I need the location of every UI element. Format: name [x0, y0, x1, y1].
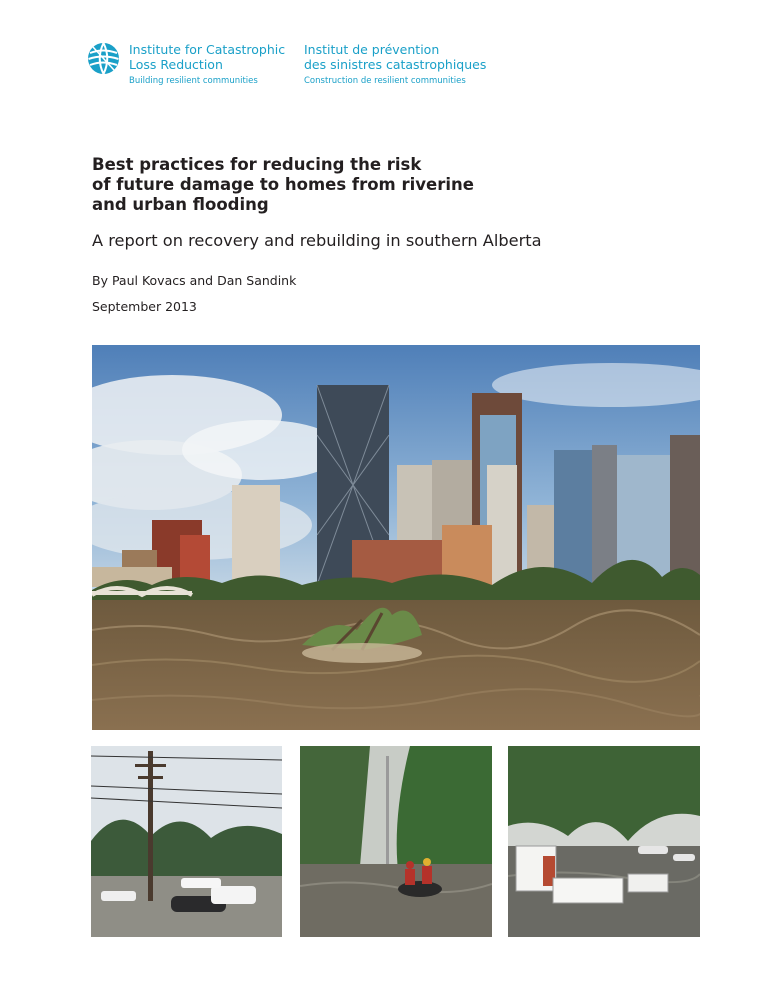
report-title-line2: of future damage to homes from riverine: [92, 175, 474, 194]
org-name-fr-line1: Institut de prévention: [304, 42, 440, 57]
report-date: September 2013: [92, 299, 197, 314]
org-tagline-en: Building resilient communities: [129, 76, 258, 86]
report-authors: By Paul Kovacs and Dan Sandink: [92, 273, 297, 288]
flooded-street-cars-photo: [91, 746, 282, 937]
report-title: [92, 155, 552, 215]
org-tagline-fr: Construction de resilient communities: [304, 76, 466, 86]
flood-skyline-photo: [92, 345, 700, 730]
report-subtitle: A report on recovery and rebuilding in southern Alberta: [92, 231, 542, 250]
org-name-en-line1: Institute for Catastrophic: [129, 42, 286, 57]
org-name-en-line2: Loss Reduction: [129, 57, 223, 72]
rescue-boat-photo: [300, 746, 492, 937]
org-name-english: [129, 42, 285, 87]
globe-logo-icon: [87, 42, 120, 75]
org-name-french: [304, 42, 486, 87]
report-title-line3: and urban flooding: [92, 195, 269, 214]
submerged-truck-photo: [508, 746, 700, 937]
org-name-fr-line2: des sinistres catastrophiques: [304, 57, 487, 72]
report-title-line1: Best practices for reducing the risk: [92, 155, 422, 174]
